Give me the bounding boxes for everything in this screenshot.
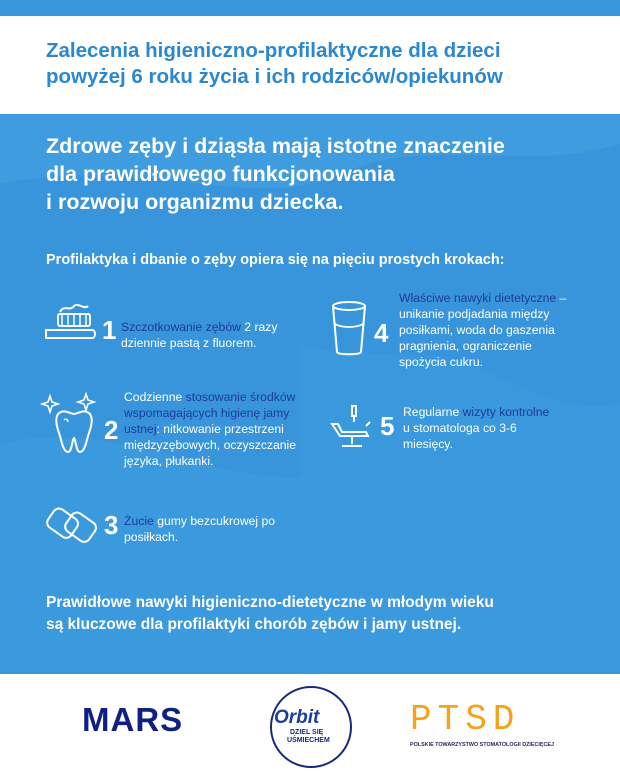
step-text-b: unikanie podjadania między [399,307,550,321]
step-number: 4 [374,318,389,348]
step-text-b: posiłkach. [124,530,179,544]
footer [0,674,620,775]
orbit-slogan-1: DZIEL SIĘ [290,729,324,736]
step-text-e: spożycia cukru. [399,355,483,369]
step-highlight-3: ustnej [124,422,157,436]
step-text [121,319,311,351]
lead-line-3: i rozwoju organizmu dziecka. [46,190,344,214]
step-text-c: posiłkami, woda do gaszenia [399,323,555,337]
step-text-b: międzyzębowych, oczyszczanie [124,438,297,452]
step-text [403,404,593,452]
step-number: 3 [104,510,119,540]
step-pre: Regularne [403,405,463,419]
step-text-a: gumy bezcukrowej po [153,514,276,528]
step-number: 2 [104,415,119,445]
step-text [124,513,324,545]
lead-text [46,132,586,216]
step-text [124,389,324,469]
step-pre: Codzienne [124,390,186,404]
lead-line-1: Zdrowe zęby i dziąsła mają istotne znaczenie [46,134,505,158]
step-text-b: dziennie pastą z fluorem. [121,336,257,350]
sparkling-tooth-icon [40,390,102,456]
step-number: 1 [102,315,117,345]
toothbrush-icon [40,298,100,344]
step-highlight-2: wspomagających higienę jamy [124,406,290,420]
page-title [46,38,586,90]
step-highlight: stosowanie środków [185,390,296,404]
step-text [399,290,599,370]
step-number: 5 [380,411,395,441]
header [0,0,620,114]
ptsd-logo: PTSD [410,699,521,740]
step-text-a: : nitkowanie przestrzeni [156,422,284,436]
orbit-slogan-2: UŚMIECHEM [287,737,330,744]
step-highlight: wizyty kontrolne [462,405,550,419]
main-panel [0,114,620,674]
dental-chair-icon [326,402,374,450]
step-highlight: Żucie [124,514,154,528]
mars-logo: MARS [82,701,184,738]
closing-line-2: są kluczowe dla profilaktyki chorób zębów i jamy ustnej. [46,616,462,633]
steps-intro: Profilaktyka i dbanie o zęby opiera się na pięciu prostych krokach: [46,252,505,268]
orbit-wordmark: Orbit [274,707,320,728]
step-text-d: pragnienia, ograniczenie [399,339,532,353]
title-line-2: powyżej 6 roku życia i ich rodziców/opiekunów [46,65,503,88]
step-text-a: u stomatologa co 3-6 [403,421,517,435]
closing-line-1: Prawidłowe nawyki higieniczno-dietetyczne w młodym wieku [46,594,494,611]
step-highlight: Szczotkowanie zębów [121,320,241,334]
header-stripe [0,0,620,16]
step-text-a: – [556,291,567,305]
closing-text [46,592,586,636]
step-text-c: języka, płukanki. [124,454,214,468]
ptsd-subtitle: POLSKIE TOWARZYSTWO STOMATOLOGII DZIECIĘCEJ [410,742,554,748]
orbit-logo [270,686,352,768]
step-highlight: Właściwe nawyki dietetyczne [399,291,557,305]
water-glass-icon [328,300,370,358]
step-text-a: 2 razy [240,320,278,334]
title-line-1: Zalecenia higieniczno-profilaktyczne dla dzieci [46,39,501,62]
lead-line-2: dla prawidłowego funkcjonowania [46,162,395,186]
step-text-b: miesięcy. [403,437,453,451]
chewing-gum-icon [40,500,102,552]
